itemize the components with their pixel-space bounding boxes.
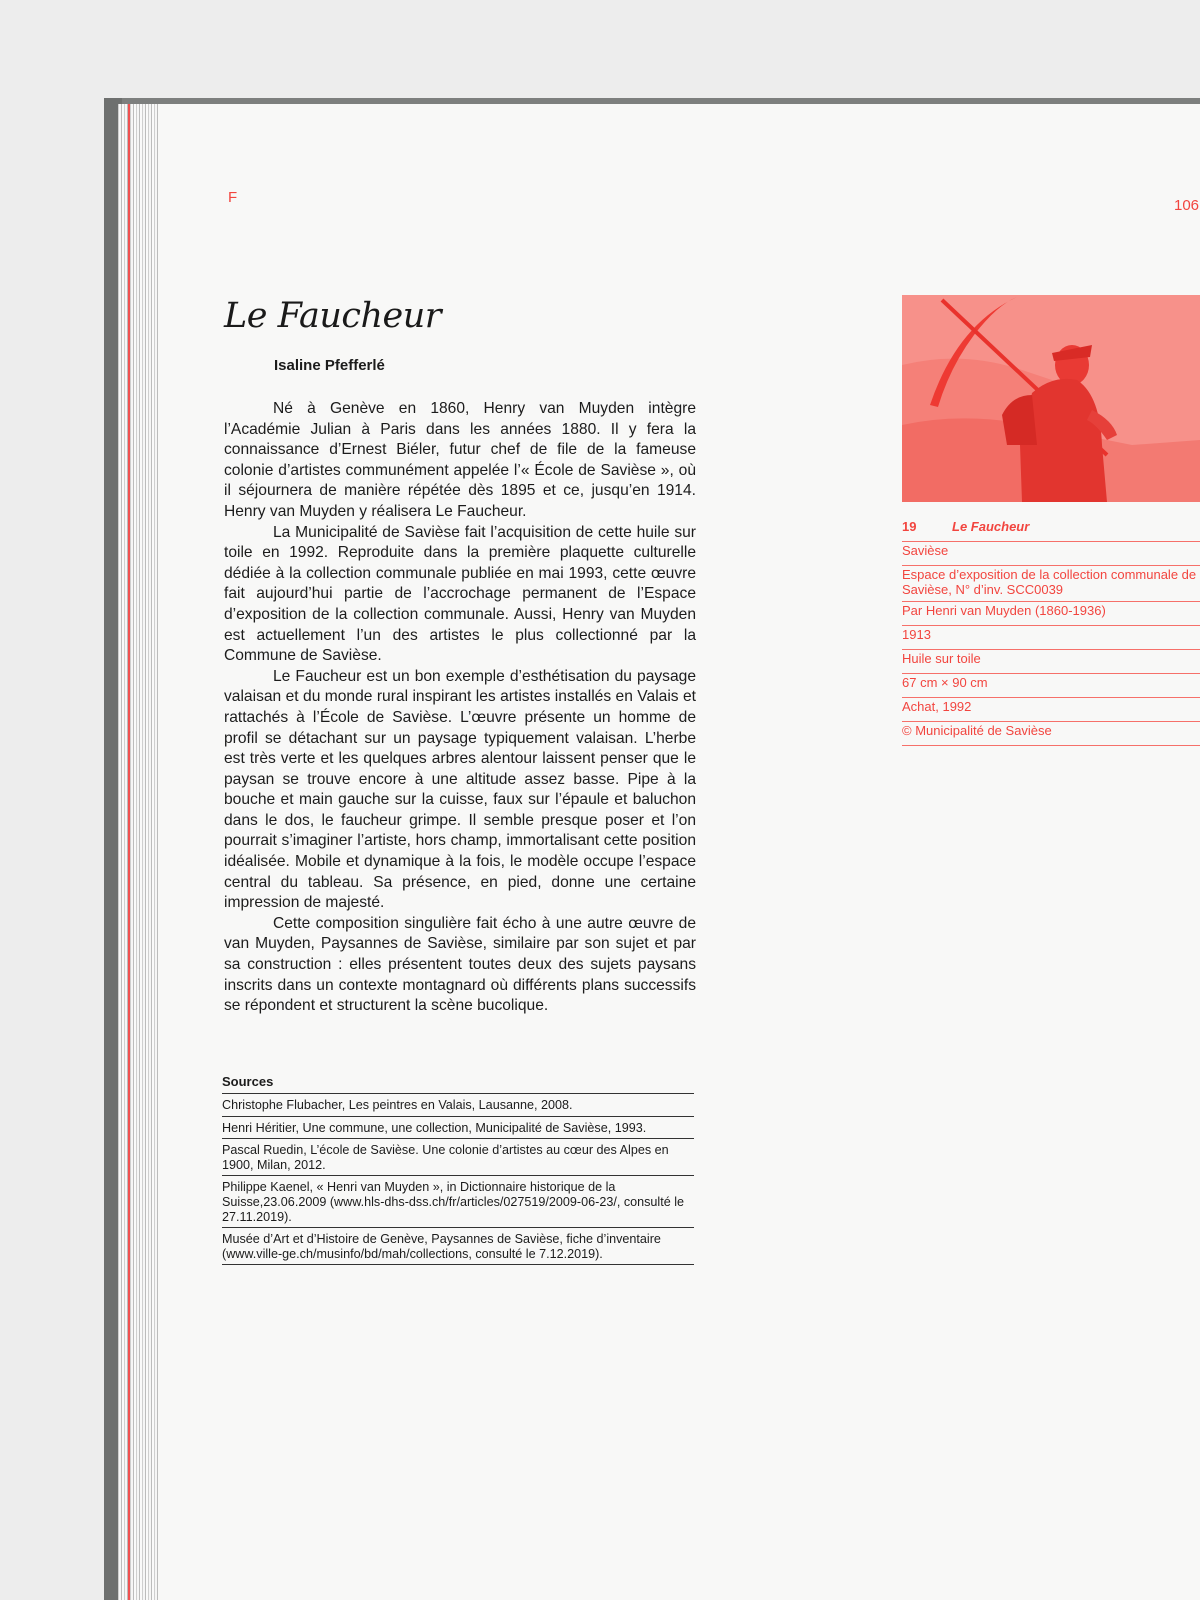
article-title: Le Faucheur — [224, 296, 442, 336]
source-item: Pascal Ruedin, L’école de Savièse. Une colonie d’artistes au cœur des Alpes en 1900, Milan, 2012. — [222, 1139, 694, 1176]
artwork-acquisition: Achat, 1992 — [902, 698, 1200, 722]
artwork-dimensions: 67 cm × 90 cm — [902, 674, 1200, 698]
artwork-year: 1913 — [902, 626, 1200, 650]
artwork-artist: Par Henri van Muyden (1860-1936) — [902, 602, 1200, 626]
source-item: Philippe Kaenel, « Henri van Muyden », in Dictionnaire historique de la Suisse,23.06.2009 (www.hls-dhs-dss.ch/fr/articles/027519/2009-06-23/, consulté le 27.11.2019). — [222, 1176, 694, 1228]
page-edges — [118, 104, 162, 1600]
ribbon-bookmark — [128, 104, 130, 1600]
artwork-collection: Espace d’exposition de la collection communale de Savièse, N° d’inv. SCC0039 — [902, 566, 1200, 602]
sources-list — [222, 1074, 694, 1265]
sources-heading: Sources — [222, 1074, 694, 1094]
source-item: Musée d’Art et d’Histoire de Genève, Paysannes de Savièse, fiche d’inventaire (www.ville-ge.ch/musinfo/bd/mah/collections, consulté le 7.12.2019). — [222, 1228, 694, 1265]
artwork-medium: Huile sur toile — [902, 650, 1200, 674]
catalog-number: 19 — [902, 519, 917, 534]
artwork-location: Savièse — [902, 542, 1200, 566]
source-item: Henri Héritier, Une commune, une collection, Municipalité de Savièse, 1993. — [222, 1117, 694, 1140]
artwork-copyright: © Municipalité de Savièse — [902, 722, 1200, 746]
article-body — [224, 399, 696, 1017]
artwork-title: Le Faucheur — [952, 519, 1030, 534]
artwork-image — [902, 295, 1200, 502]
page-number: 106 — [1174, 197, 1200, 214]
paragraph-1: Né à Genève en 1860, Henry van Muyden intègre l’Académie Julian à Paris dans les années 1880. Il y fera la connaissance d’Ernest Biéler, futur chef de file de la fameuse colonie d’artistes communément appelée l’« École de Savièse », où il séjournera de manière répétée dès 1895 et ce, jusqu’en 1914. Henry van Muyden y réalisera Le Faucheur. — [224, 400, 696, 520]
paragraph-3: Le Faucheur est un bon exemple d’esthétisation du paysage valaisan et du monde rural inspirant les artistes installés en Valais et rattachés à l’École de Savièse. L’œuvre présente un homme de profil se détachant sur un paysage typiquement valaisan. L’herbe est très verte et les quelques arbres alentour laissent penser que le paysan se trouve encore à une altitude assez basse. Pipe à la bouche et main gauche sur la cuisse, faux sur l’épaule et baluchon dans le dos, le faucheur grimpe. Il semble presque poser et l’on pourrait s’imaginer l’artiste, hors champ, immortalisant cette position idéalisée. Mobile et dynamique à la fois, le modèle occupe l’espace central du tableau. Sa présence, en pied, donne une certaine impression de majesté. — [224, 667, 696, 912]
paragraph-4: Cette composition singulière fait écho à une autre œuvre de van Muyden, Paysannes de Savièse, similaire par son sujet et par sa construction : elles présentent toutes deux des sujets paysans inscrits dans un contexte montagnard où différents plans successifs se répondent et structurent la scène bucolique. — [224, 914, 696, 1015]
artwork-details — [902, 518, 1200, 746]
source-item: Christophe Flubacher, Les peintres en Valais, Lausanne, 2008. — [222, 1094, 694, 1117]
artwork-illustration — [902, 295, 1200, 502]
section-letter: F — [228, 189, 238, 206]
paragraph-2: La Municipalité de Savièse fait l’acquisition de cette huile sur toile en 1992. Reproduite dans la première plaquette culturelle dédiée à la collection communale publiée en mai 1993, cette œuvre fait aujourd’hui partie de l’accrochage permanent de l’Espace d’exposition de la collection communale. Aussi, Henry van Muyden est actuellement l’un des artistes le plus collectionné par la Commune de Savièse. — [224, 523, 696, 665]
artwork-heading-row — [902, 518, 1200, 542]
article-author: Isaline Pfefferlé — [274, 357, 385, 374]
